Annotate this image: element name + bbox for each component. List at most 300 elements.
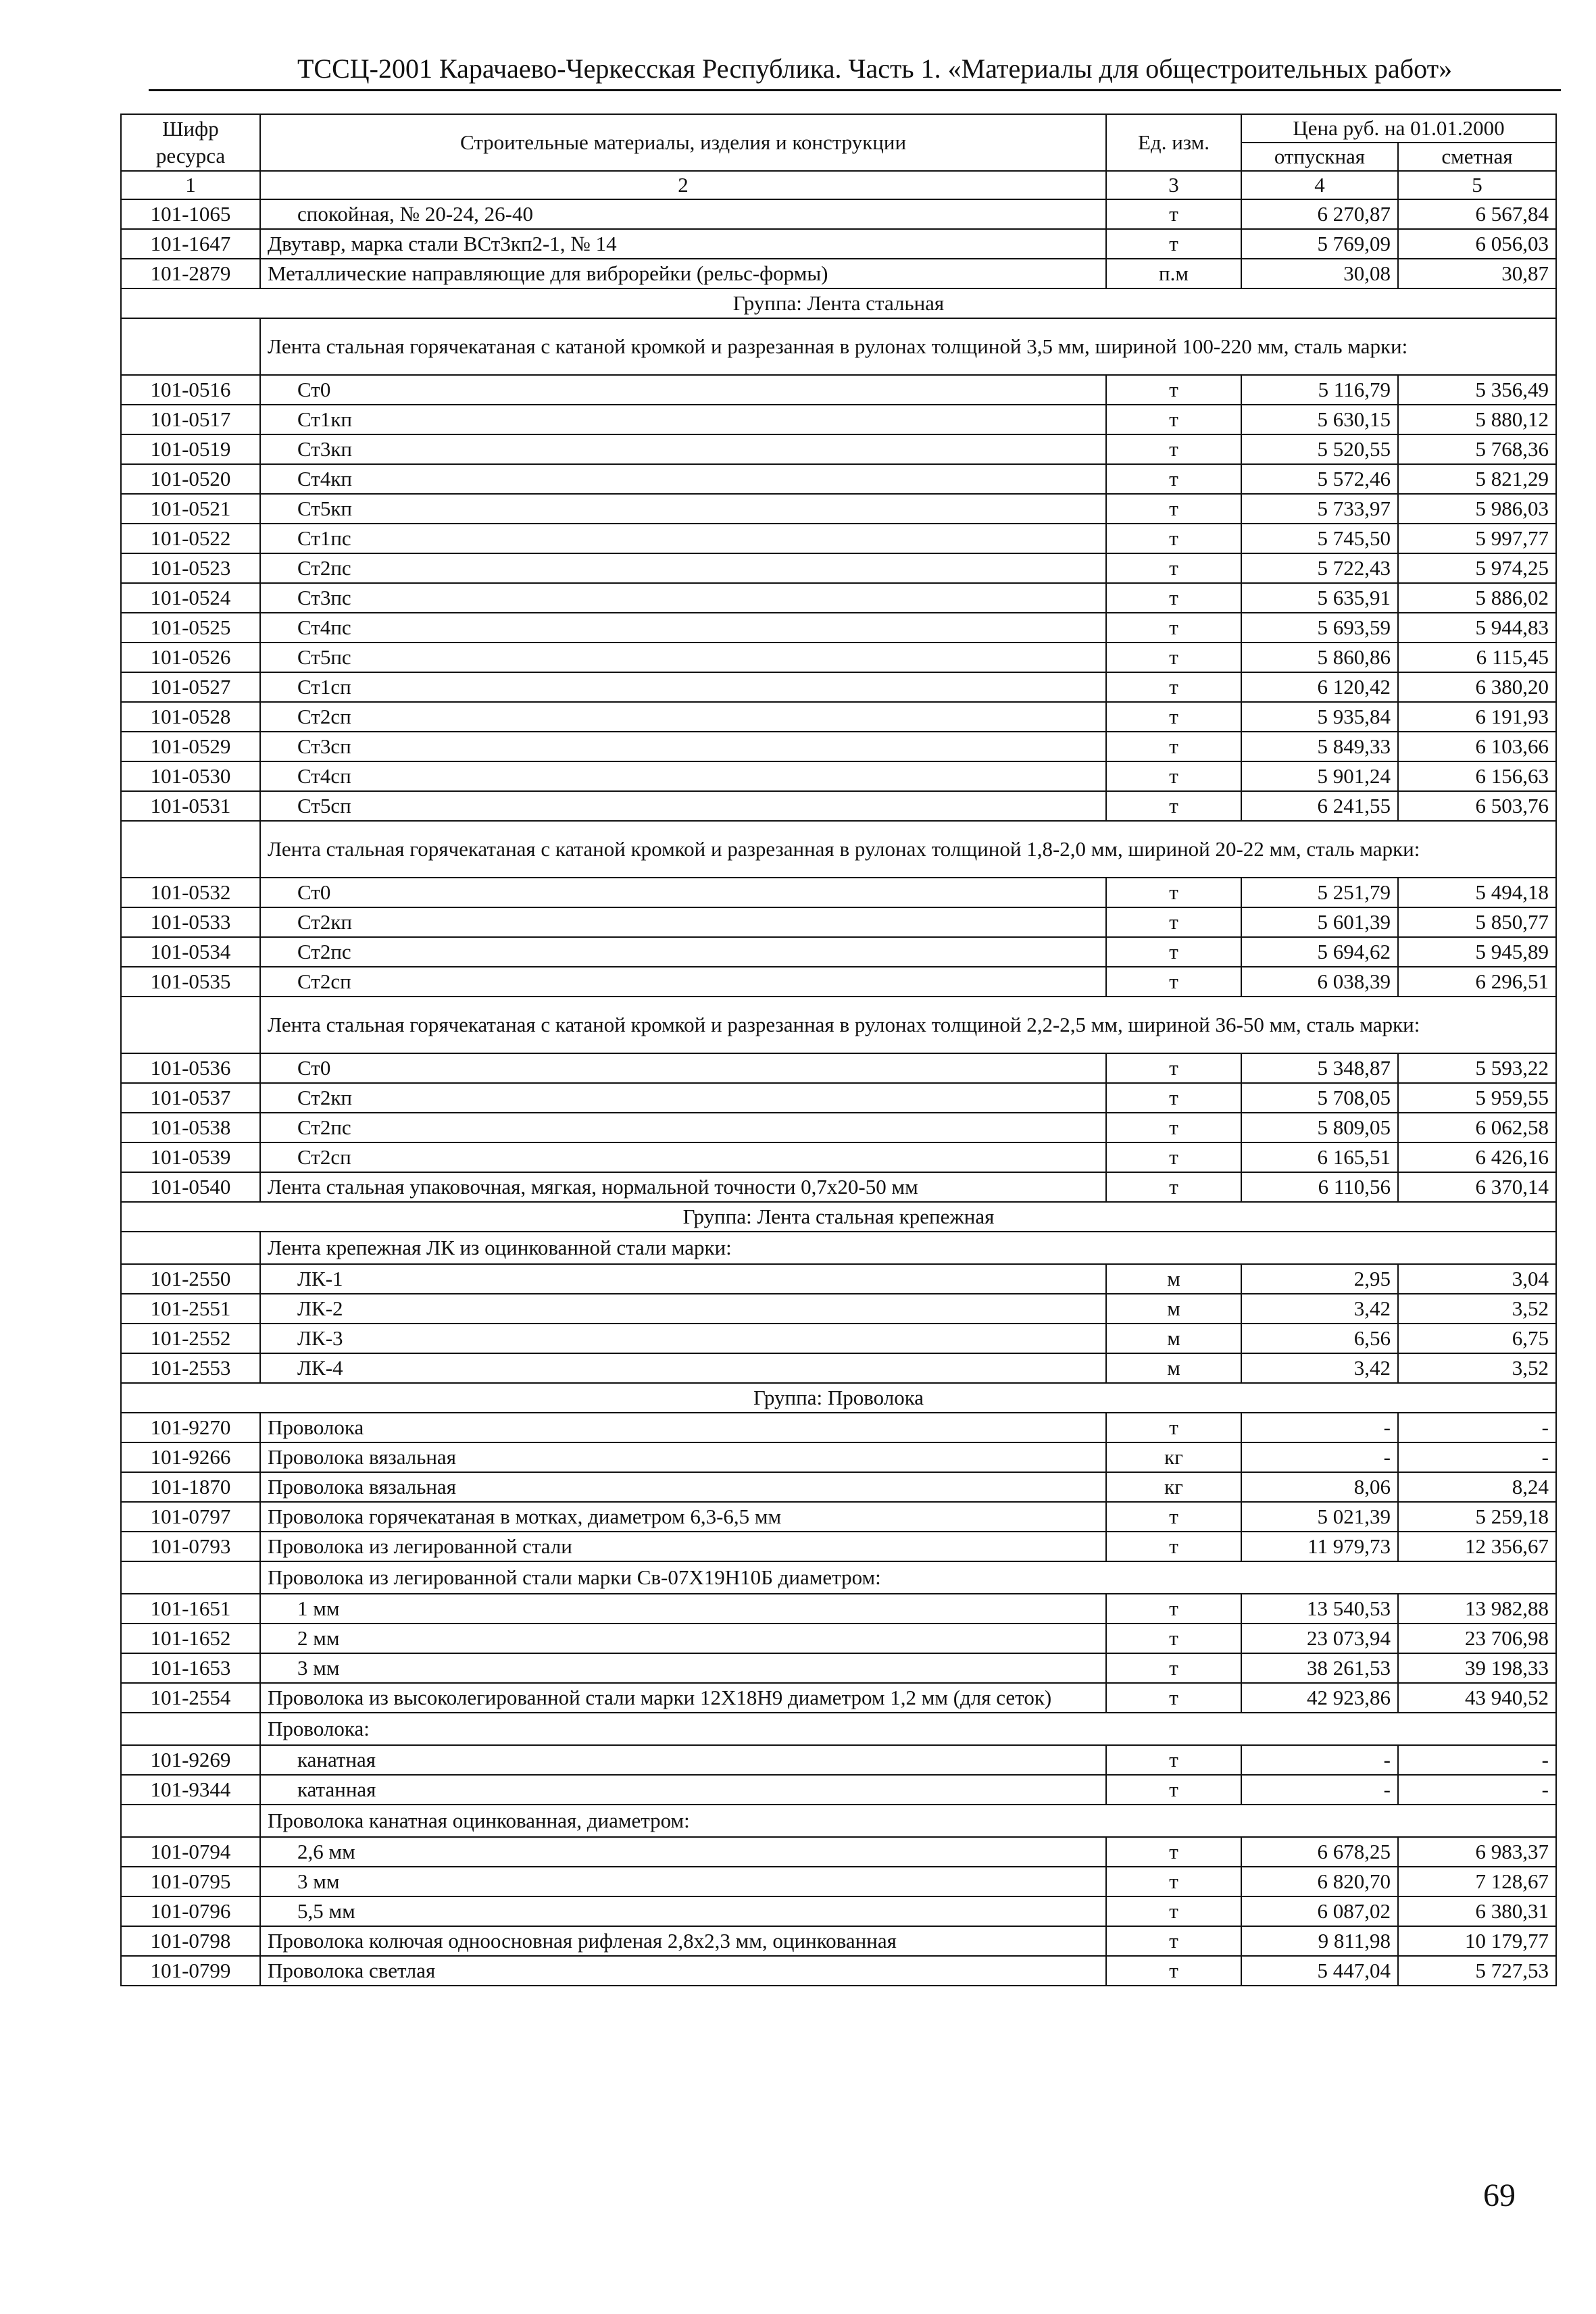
table-row	[121, 761, 1556, 791]
resource-code: 101-0527	[121, 672, 260, 702]
table-row	[121, 791, 1556, 821]
subgroup-description: Лента стальная горячекатаная с катаной кромкой и разрезанная в рулонах толщиной 3,5 мм, шириной 100-220 мм, сталь марки:	[260, 318, 1556, 375]
unit: т	[1106, 1775, 1241, 1805]
material-name: Проволока вязальная	[260, 1472, 1106, 1502]
release-price: -	[1241, 1413, 1398, 1442]
material-name: 1 мм	[260, 1594, 1106, 1624]
estimate-price: 5 944,83	[1398, 613, 1556, 643]
resource-code: 101-9266	[121, 1442, 260, 1472]
estimate-price: 5 974,25	[1398, 553, 1556, 583]
group-row	[121, 288, 1556, 318]
release-price: 5 745,50	[1241, 524, 1398, 553]
material-name: Ст5сп	[260, 791, 1106, 821]
material-name: Ст0	[260, 375, 1106, 405]
material-name: 3 мм	[260, 1653, 1106, 1683]
material-name: Ст2пс	[260, 553, 1106, 583]
estimate-price: 5 959,55	[1398, 1083, 1556, 1113]
resource-code: 101-0534	[121, 937, 260, 967]
unit: т	[1106, 1837, 1241, 1867]
resource-code: 101-0523	[121, 553, 260, 583]
material-name: ЛК-3	[260, 1324, 1106, 1353]
unit: т	[1106, 229, 1241, 259]
unit: т	[1106, 761, 1241, 791]
unit: т	[1106, 937, 1241, 967]
unit: т	[1106, 583, 1241, 613]
table-row	[121, 583, 1556, 613]
table-row	[121, 1413, 1556, 1442]
table-row	[121, 259, 1556, 288]
unit: т	[1106, 524, 1241, 553]
unit: т	[1106, 464, 1241, 494]
table-row	[121, 907, 1556, 937]
table-row	[121, 878, 1556, 907]
unit: т	[1106, 434, 1241, 464]
table-row	[121, 1172, 1556, 1202]
estimate-price: 6 380,20	[1398, 672, 1556, 702]
table-row	[121, 1053, 1556, 1083]
material-name: Проволока колючая одноосновная рифленая 2,8х2,3 мм, оцинкованная	[260, 1926, 1106, 1956]
table-row	[121, 375, 1556, 405]
resource-code: 101-0528	[121, 702, 260, 732]
subgroup-description: Лента стальная горячекатаная с катаной кромкой и разрезанная в рулонах толщиной 2,2-2,5 мм, шириной 36-50 мм, сталь марки:	[260, 997, 1556, 1053]
release-price: 5 021,39	[1241, 1502, 1398, 1532]
estimate-price: 6 156,63	[1398, 761, 1556, 791]
release-price: 6 165,51	[1241, 1142, 1398, 1172]
estimate-price: 6,75	[1398, 1324, 1556, 1353]
material-name: Ст3сп	[260, 732, 1106, 761]
estimate-price: -	[1398, 1442, 1556, 1472]
unit: т	[1106, 643, 1241, 672]
subgroup-intro-row	[121, 318, 1556, 375]
estimate-price: 5 494,18	[1398, 878, 1556, 907]
resource-code: 101-2879	[121, 259, 260, 288]
table-row	[121, 702, 1556, 732]
estimate-price: 3,04	[1398, 1264, 1556, 1294]
col-header-release: отпускная	[1241, 143, 1398, 171]
material-name: Ст4кп	[260, 464, 1106, 494]
release-price: 6 678,25	[1241, 1837, 1398, 1867]
table-row	[121, 229, 1556, 259]
unit: т	[1106, 1653, 1241, 1683]
unit: т	[1106, 1142, 1241, 1172]
subgroup-intro-row	[121, 1561, 1556, 1594]
unit: т	[1106, 1683, 1241, 1713]
table-row	[121, 1926, 1556, 1956]
resource-code: 101-0530	[121, 761, 260, 791]
release-price: 5 935,84	[1241, 702, 1398, 732]
material-name: Ст1кп	[260, 405, 1106, 434]
table-row	[121, 1745, 1556, 1775]
col-number: 4	[1241, 171, 1398, 199]
estimate-price: 5 593,22	[1398, 1053, 1556, 1083]
estimate-price: 6 191,93	[1398, 702, 1556, 732]
release-price: 5 251,79	[1241, 878, 1398, 907]
resource-code: 101-0795	[121, 1867, 260, 1896]
estimate-price: 39 198,33	[1398, 1653, 1556, 1683]
release-price: 5 116,79	[1241, 375, 1398, 405]
material-name: Ст3кп	[260, 434, 1106, 464]
release-price: 5 860,86	[1241, 643, 1398, 672]
group-title: Группа: Лента стальная крепежная	[121, 1202, 1556, 1232]
estimate-price: 5 886,02	[1398, 583, 1556, 613]
resource-code: 101-1065	[121, 199, 260, 229]
unit: т	[1106, 907, 1241, 937]
material-name: канатная	[260, 1745, 1106, 1775]
unit: т	[1106, 1926, 1241, 1956]
table-row	[121, 553, 1556, 583]
estimate-price: 12 356,67	[1398, 1532, 1556, 1561]
subgroup-description: Проволока:	[260, 1713, 1556, 1745]
estimate-price: 5 986,03	[1398, 494, 1556, 524]
unit: т	[1106, 553, 1241, 583]
subgroup-description: Лента крепежная ЛК из оцинкованной стали марки:	[260, 1232, 1556, 1264]
material-name: Ст2сп	[260, 702, 1106, 732]
release-price: 5 809,05	[1241, 1113, 1398, 1142]
resource-code: 101-2552	[121, 1324, 260, 1353]
estimate-price: 10 179,77	[1398, 1926, 1556, 1956]
estimate-price: 5 945,89	[1398, 937, 1556, 967]
estimate-price: 6 056,03	[1398, 229, 1556, 259]
unit: т	[1106, 1113, 1241, 1142]
col-header-unit: Ед. изм.	[1106, 114, 1241, 171]
release-price: 23 073,94	[1241, 1624, 1398, 1653]
material-name: Ст4сп	[260, 761, 1106, 791]
resource-code: 101-0539	[121, 1142, 260, 1172]
resource-code: 101-0531	[121, 791, 260, 821]
subgroup-intro-row	[121, 1713, 1556, 1745]
resource-code: 101-0529	[121, 732, 260, 761]
estimate-price: 5 259,18	[1398, 1502, 1556, 1532]
unit: т	[1106, 672, 1241, 702]
resource-code: 101-1870	[121, 1472, 260, 1502]
release-price: 5 348,87	[1241, 1053, 1398, 1083]
resource-code: 101-0517	[121, 405, 260, 434]
table-row	[121, 1353, 1556, 1383]
estimate-price: 5 821,29	[1398, 464, 1556, 494]
release-price: 6 087,02	[1241, 1896, 1398, 1926]
unit: т	[1106, 967, 1241, 997]
release-price: 5 733,97	[1241, 494, 1398, 524]
resource-code: 101-0538	[121, 1113, 260, 1142]
empty-code-cell	[121, 1805, 260, 1837]
material-name: Проволока	[260, 1413, 1106, 1442]
material-name: Ст0	[260, 878, 1106, 907]
release-price: 11 979,73	[1241, 1532, 1398, 1561]
resource-code: 101-0796	[121, 1896, 260, 1926]
release-price: 6 120,42	[1241, 672, 1398, 702]
release-price: 6 038,39	[1241, 967, 1398, 997]
empty-code-cell	[121, 821, 260, 878]
col-number: 5	[1398, 171, 1556, 199]
estimate-price: 6 567,84	[1398, 199, 1556, 229]
table-row	[121, 1683, 1556, 1713]
subgroup-intro-row	[121, 1232, 1556, 1264]
table-row	[121, 464, 1556, 494]
group-title: Группа: Лента стальная	[121, 288, 1556, 318]
unit: т	[1106, 1053, 1241, 1083]
estimate-price: 3,52	[1398, 1294, 1556, 1324]
subgroup-intro-row	[121, 1805, 1556, 1837]
estimate-price: 6 426,16	[1398, 1142, 1556, 1172]
estimate-price: 7 128,67	[1398, 1867, 1556, 1896]
resource-code: 101-0533	[121, 907, 260, 937]
material-name: 5,5 мм	[260, 1896, 1106, 1926]
estimate-price: -	[1398, 1775, 1556, 1805]
table-row	[121, 1624, 1556, 1653]
table-row	[121, 1264, 1556, 1294]
resource-code: 101-2553	[121, 1353, 260, 1383]
release-price: 42 923,86	[1241, 1683, 1398, 1713]
resource-code: 101-0532	[121, 878, 260, 907]
table-row	[121, 1896, 1556, 1926]
table-row	[121, 672, 1556, 702]
subgroup-description: Проволока из легированной стали марки Св-07Х19Н10Б диаметром:	[260, 1561, 1556, 1594]
release-price: -	[1241, 1775, 1398, 1805]
unit: т	[1106, 494, 1241, 524]
release-price: 5 601,39	[1241, 907, 1398, 937]
table-row	[121, 1775, 1556, 1805]
table-row	[121, 1502, 1556, 1532]
estimate-price: 6 380,31	[1398, 1896, 1556, 1926]
col-number: 3	[1106, 171, 1241, 199]
unit: т	[1106, 1502, 1241, 1532]
unit: т	[1106, 405, 1241, 434]
col-number: 1	[121, 171, 260, 199]
col-header-price: Цена руб. на 01.01.2000	[1241, 114, 1556, 143]
resource-code: 101-1647	[121, 229, 260, 259]
material-name: Ст2кп	[260, 907, 1106, 937]
material-name: Ст1пс	[260, 524, 1106, 553]
resource-code: 101-9344	[121, 1775, 260, 1805]
material-name: Ст4пс	[260, 613, 1106, 643]
table-row	[121, 1532, 1556, 1561]
release-price: 6 820,70	[1241, 1867, 1398, 1896]
material-name: Проволока светлая	[260, 1956, 1106, 1986]
material-name: Ст2пс	[260, 937, 1106, 967]
table-row	[121, 613, 1556, 643]
subgroup-description: Лента стальная горячекатаная с катаной кромкой и разрезанная в рулонах толщиной 1,8-2,0 мм, шириной 20-22 мм, сталь марки:	[260, 821, 1556, 878]
unit: т	[1106, 791, 1241, 821]
estimate-price: 5 880,12	[1398, 405, 1556, 434]
estimate-price: 5 768,36	[1398, 434, 1556, 464]
unit: т	[1106, 702, 1241, 732]
table-row	[121, 494, 1556, 524]
unit: т	[1106, 878, 1241, 907]
estimate-price: -	[1398, 1413, 1556, 1442]
unit: т	[1106, 1896, 1241, 1926]
resource-code: 101-0794	[121, 1837, 260, 1867]
unit: т	[1106, 613, 1241, 643]
resource-code: 101-0524	[121, 583, 260, 613]
table-row	[121, 1837, 1556, 1867]
unit: т	[1106, 1532, 1241, 1561]
table-row	[121, 967, 1556, 997]
price-table	[120, 114, 1557, 1986]
table-row	[121, 1294, 1556, 1324]
table-row	[121, 643, 1556, 672]
material-name: 2 мм	[260, 1624, 1106, 1653]
resource-code: 101-0535	[121, 967, 260, 997]
resource-code: 101-0526	[121, 643, 260, 672]
column-number-row	[121, 171, 1556, 199]
unit: т	[1106, 732, 1241, 761]
resource-code: 101-9269	[121, 1745, 260, 1775]
material-name: Проволока из высоколегированной стали марки 12Х18Н9 диаметром 1,2 мм (для сеток)	[260, 1683, 1106, 1713]
release-price: 5 572,46	[1241, 464, 1398, 494]
release-price: 6,56	[1241, 1324, 1398, 1353]
resource-code: 101-0522	[121, 524, 260, 553]
resource-code: 101-1651	[121, 1594, 260, 1624]
unit: м	[1106, 1294, 1241, 1324]
release-price: 5 849,33	[1241, 732, 1398, 761]
release-price: 5 693,59	[1241, 613, 1398, 643]
resource-code: 101-0797	[121, 1502, 260, 1532]
unit: кг	[1106, 1442, 1241, 1472]
estimate-price: 6 115,45	[1398, 643, 1556, 672]
resource-code: 101-0516	[121, 375, 260, 405]
unit: т	[1106, 375, 1241, 405]
release-price: 5 722,43	[1241, 553, 1398, 583]
empty-code-cell	[121, 1713, 260, 1745]
release-price: 2,95	[1241, 1264, 1398, 1294]
table-row	[121, 1142, 1556, 1172]
table-row	[121, 405, 1556, 434]
table-row	[121, 732, 1556, 761]
material-name: Ст5кп	[260, 494, 1106, 524]
material-name: 3 мм	[260, 1867, 1106, 1896]
unit: т	[1106, 1745, 1241, 1775]
unit: м	[1106, 1324, 1241, 1353]
estimate-price: 6 370,14	[1398, 1172, 1556, 1202]
resource-code: 101-0799	[121, 1956, 260, 1986]
estimate-price: 6 062,58	[1398, 1113, 1556, 1142]
release-price: 3,42	[1241, 1353, 1398, 1383]
resource-code: 101-2551	[121, 1294, 260, 1324]
page-number: 69	[1483, 2178, 1516, 2213]
col-header-code: Шифр ресурса	[121, 114, 260, 171]
release-price: 6 110,56	[1241, 1172, 1398, 1202]
unit: т	[1106, 1172, 1241, 1202]
release-price: 5 635,91	[1241, 583, 1398, 613]
col-header-estimate: сметная	[1398, 143, 1556, 171]
material-name: Ст0	[260, 1053, 1106, 1083]
material-name: Двутавр, марка стали ВСт3кп2-1, № 14	[260, 229, 1106, 259]
table-row	[121, 1113, 1556, 1142]
material-name: спокойная, № 20-24, 26-40	[260, 199, 1106, 229]
unit: т	[1106, 1413, 1241, 1442]
material-name: Ст2сп	[260, 1142, 1106, 1172]
estimate-price: 23 706,98	[1398, 1624, 1556, 1653]
material-name: Проволока горячекатаная в мотках, диаметром 6,3-6,5 мм	[260, 1502, 1106, 1532]
material-name: Лента стальная упаковочная, мягкая, нормальной точности 0,7х20-50 мм	[260, 1172, 1106, 1202]
table-row	[121, 434, 1556, 464]
material-name: ЛК-1	[260, 1264, 1106, 1294]
unit: м	[1106, 1353, 1241, 1383]
material-name: 2,6 мм	[260, 1837, 1106, 1867]
empty-code-cell	[121, 1561, 260, 1594]
table-row	[121, 1083, 1556, 1113]
resource-code: 101-0537	[121, 1083, 260, 1113]
estimate-price: 6 983,37	[1398, 1837, 1556, 1867]
subgroup-intro-row	[121, 997, 1556, 1053]
empty-code-cell	[121, 997, 260, 1053]
material-name: Проволока из легированной стали	[260, 1532, 1106, 1561]
col-number: 2	[260, 171, 1106, 199]
material-name: Ст2кп	[260, 1083, 1106, 1113]
estimate-price: -	[1398, 1745, 1556, 1775]
estimate-price: 3,52	[1398, 1353, 1556, 1383]
subgroup-description: Проволока канатная оцинкованная, диаметром:	[260, 1805, 1556, 1837]
resource-code: 101-0540	[121, 1172, 260, 1202]
estimate-price: 8,24	[1398, 1472, 1556, 1502]
estimate-price: 30,87	[1398, 259, 1556, 288]
release-price: 5 901,24	[1241, 761, 1398, 791]
release-price: 3,42	[1241, 1294, 1398, 1324]
material-name: Ст2пс	[260, 1113, 1106, 1142]
estimate-price: 6 103,66	[1398, 732, 1556, 761]
release-price: 5 769,09	[1241, 229, 1398, 259]
table-row	[121, 1594, 1556, 1624]
unit: кг	[1106, 1472, 1241, 1502]
release-price: -	[1241, 1442, 1398, 1472]
empty-code-cell	[121, 318, 260, 375]
release-price: 9 811,98	[1241, 1926, 1398, 1956]
release-price: 6 270,87	[1241, 199, 1398, 229]
material-name: Ст2сп	[260, 967, 1106, 997]
header-rule	[149, 89, 1561, 91]
estimate-price: 13 982,88	[1398, 1594, 1556, 1624]
table-row	[121, 524, 1556, 553]
release-price: 13 540,53	[1241, 1594, 1398, 1624]
subgroup-intro-row	[121, 821, 1556, 878]
resource-code: 101-0520	[121, 464, 260, 494]
estimate-price: 6 296,51	[1398, 967, 1556, 997]
material-name: Металлические направляющие для виброрейки (рельс-формы)	[260, 259, 1106, 288]
release-price: 5 520,55	[1241, 434, 1398, 464]
unit: т	[1106, 1624, 1241, 1653]
table-row	[121, 1653, 1556, 1683]
table-row	[121, 1867, 1556, 1896]
unit: т	[1106, 1594, 1241, 1624]
material-name: катанная	[260, 1775, 1106, 1805]
resource-code: 101-1653	[121, 1653, 260, 1683]
release-price: 5 694,62	[1241, 937, 1398, 967]
resource-code: 101-1652	[121, 1624, 260, 1653]
material-name: ЛК-4	[260, 1353, 1106, 1383]
release-price: 38 261,53	[1241, 1653, 1398, 1683]
estimate-price: 5 356,49	[1398, 375, 1556, 405]
table-body	[121, 199, 1556, 1986]
resource-code: 101-9270	[121, 1413, 260, 1442]
group-row	[121, 1202, 1556, 1232]
release-price: 30,08	[1241, 259, 1398, 288]
group-row	[121, 1383, 1556, 1413]
unit: т	[1106, 1956, 1241, 1986]
resource-code: 101-0519	[121, 434, 260, 464]
resource-code: 101-2554	[121, 1683, 260, 1713]
table-row	[121, 1442, 1556, 1472]
material-name: Проволока вязальная	[260, 1442, 1106, 1472]
resource-code: 101-0525	[121, 613, 260, 643]
unit: т	[1106, 1083, 1241, 1113]
material-name: Ст3пс	[260, 583, 1106, 613]
resource-code: 101-0793	[121, 1532, 260, 1561]
group-title: Группа: Проволока	[121, 1383, 1556, 1413]
material-name: ЛК-2	[260, 1294, 1106, 1324]
resource-code: 101-0798	[121, 1926, 260, 1956]
material-name: Ст5пс	[260, 643, 1106, 672]
unit: м	[1106, 1264, 1241, 1294]
